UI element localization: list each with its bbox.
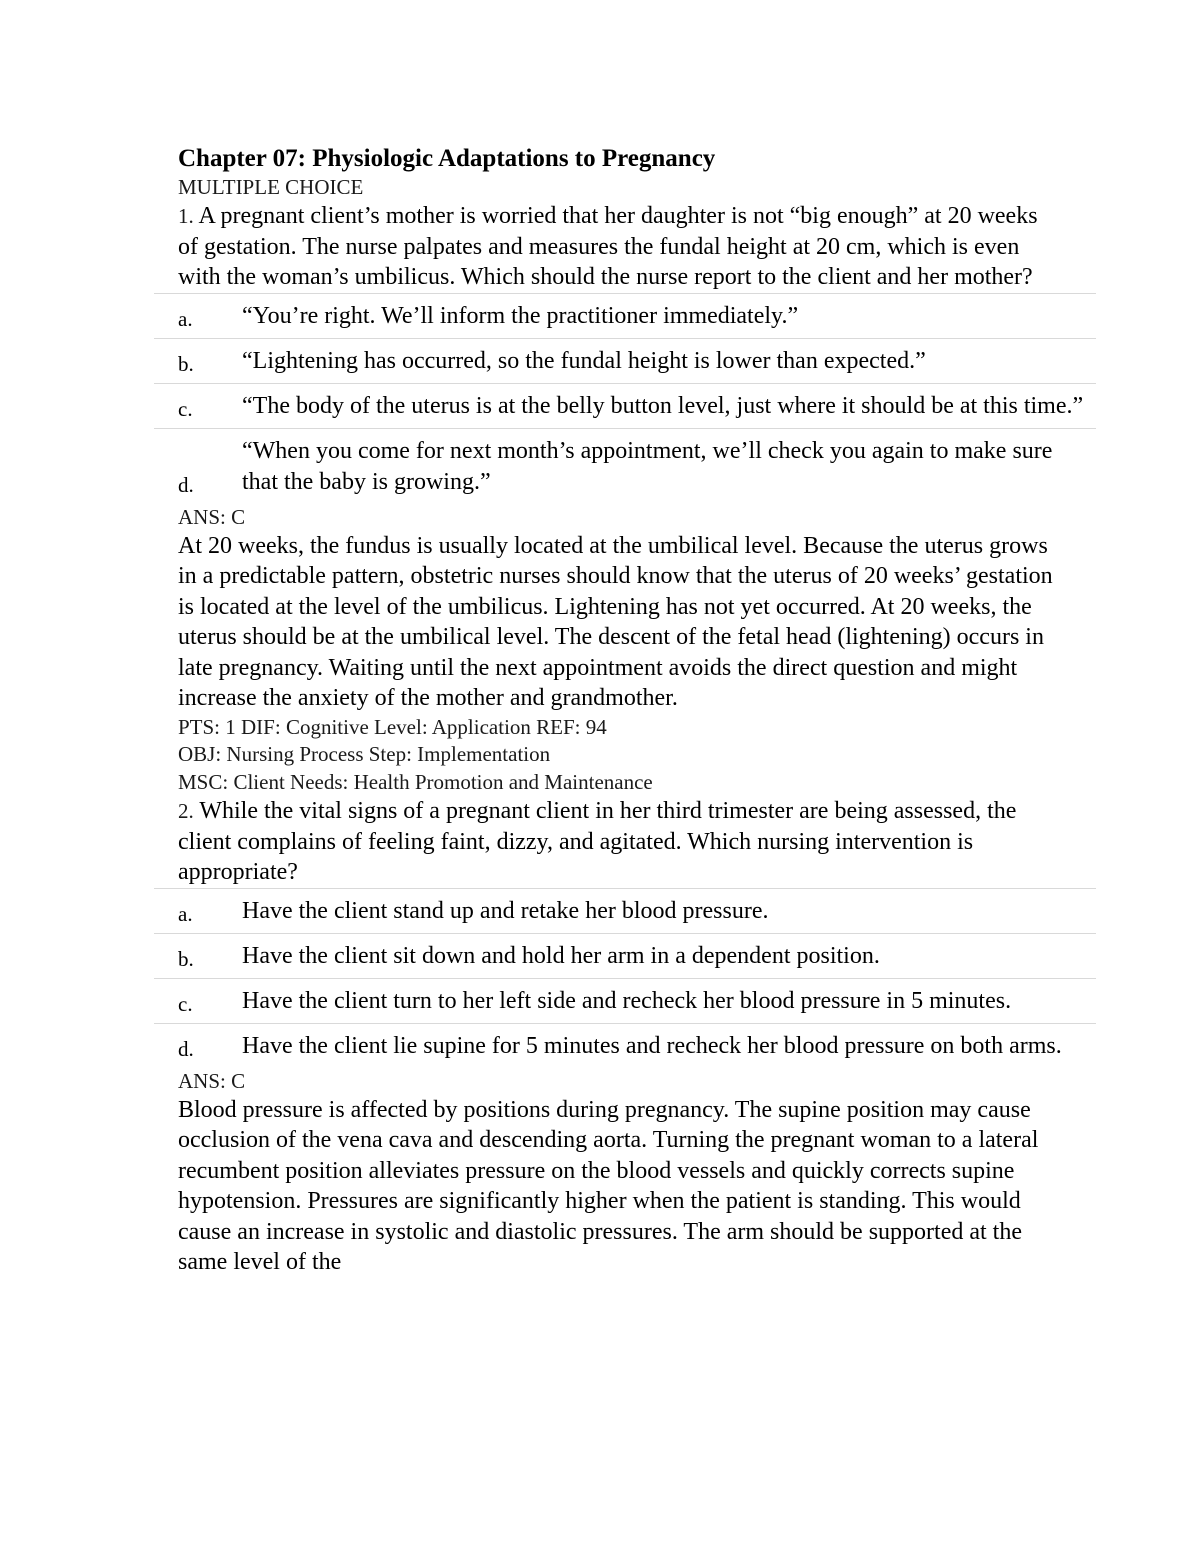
question-number: 1.	[178, 204, 194, 228]
option-letter: d.	[178, 1036, 194, 1061]
option-text: “The body of the uterus is at the belly button level, just where it should be at this time.”	[242, 392, 1084, 419]
question-number: 2.	[178, 799, 194, 823]
option-row	[154, 979, 1096, 1024]
option-letter: a.	[178, 901, 193, 926]
meta-msc: MSC: Client Needs: Health Promotion and Maintenance	[178, 769, 653, 794]
document-content	[178, 143, 1108, 1278]
option-row	[154, 429, 1096, 504]
option-text: Have the client stand up and retake her blood pressure.	[242, 897, 769, 924]
option-letter: c.	[178, 396, 193, 421]
option-text: “Lightening has occurred, so the fundal height is lower than expected.”	[242, 347, 926, 374]
option-row	[154, 889, 1096, 934]
option-letter: c.	[178, 991, 193, 1016]
options-table	[154, 888, 1096, 1068]
rationale-text: At 20 weeks, the fundus is usually located at the umbilical level. Because the uterus grows in a predictable pattern, obstetric nurses should know that the uterus of 20 weeks’ gestation is located at the level of the umbilicus. Lightening has not yet occurred. At 20 weeks, the uterus should be at the umbilical level. The descent of the fetal head (lightening) occurs in late pregnancy. Waiting until the next appointment avoids the direct question and might increase the anxiety of the mother and grandmother.	[178, 532, 1053, 711]
option-text: Have the client sit down and hold her arm in a dependent position.	[242, 942, 880, 969]
meta-obj: OBJ: Nursing Process Step: Implementation	[178, 742, 551, 766]
option-row	[154, 294, 1096, 339]
answer-key: ANS: C	[178, 504, 246, 529]
question-1	[178, 201, 1058, 293]
option-letter: b.	[178, 946, 194, 971]
option-row	[154, 1024, 1096, 1068]
option-letter: a.	[178, 306, 193, 331]
section-label: MULTIPLE CHOICE	[178, 175, 364, 199]
option-text: Have the client lie supine for 5 minutes and recheck her blood pressure on both arms.	[242, 1032, 1062, 1059]
question-2	[178, 796, 1058, 888]
rationale-text: Blood pressure is affected by positions during pregnancy. The supine position may cause occlusion of the vena cava and descending aorta. Turning the pregnant woman to a lateral recumbent position alleviates pressure on the blood vessels and quickly corrects supine hypotension. Pressures are significantly higher when the patient is standing. This would cause an increase in systolic and diastolic pressures. The arm should be supported at the same level of the	[178, 1096, 1039, 1275]
option-text: “When you come for next month’s appointment, we’ll check you again to make sure that the baby is growing.”	[242, 437, 1053, 495]
option-letter: b.	[178, 351, 194, 376]
option-row	[154, 339, 1096, 384]
meta-pts: PTS: 1 DIF: Cognitive Level: Application REF: 94	[178, 714, 607, 739]
chapter-title: Chapter 07: Physiologic Adaptations to Pregnancy	[178, 145, 716, 172]
option-text: Have the client turn to her left side and recheck her blood pressure in 5 minutes.	[242, 987, 1012, 1014]
answer-key: ANS: C	[178, 1068, 246, 1093]
question-text: A pregnant client’s mother is worried that her daughter is not “big enough” at 20 weeks of gestation. The nurse palpates and measures the fundal height at 20 cm, which is even with the woman’s umbilicus. Which should the nurse report to the client and her mother?	[178, 203, 1038, 290]
option-row	[154, 934, 1096, 979]
option-letter: d.	[178, 472, 194, 497]
option-row	[154, 384, 1096, 429]
question-text: While the vital signs of a pregnant client in her third trimester are being assessed, the client complains of feeling faint, dizzy, and agitated. Which nursing intervention is appropriate?	[178, 798, 1017, 885]
option-text: “You’re right. We’ll inform the practitioner immediately.”	[242, 302, 799, 329]
options-table	[154, 293, 1096, 504]
